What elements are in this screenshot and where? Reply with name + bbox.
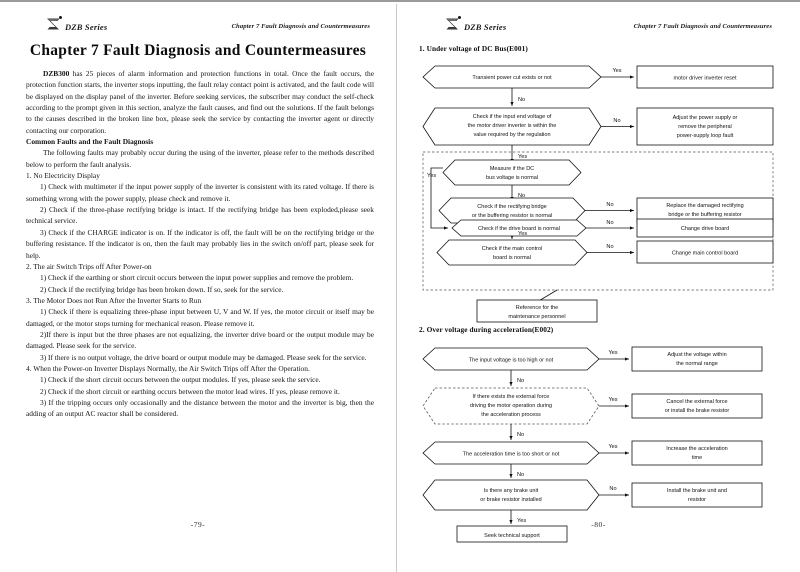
flowchart2-node-end: Seek technical support	[484, 533, 540, 539]
fault-item-para: 1) Check with multimeter if the input power supply of the inverter is consistent with its rated voltage. If there is something wrong with the power supply, please check and remove it.	[26, 182, 374, 203]
flowchart1-node-d1: Transient power cut exists or not	[472, 75, 552, 81]
flowchart1-label-no: No	[606, 202, 614, 208]
flowchart2-node-d1: The input voltage is too high or not	[468, 357, 554, 364]
brand-logo	[46, 17, 107, 31]
flowchart1-node-a2: remove the peripheral	[678, 124, 732, 130]
fault-item-heading: 1. No Electricity Display	[26, 171, 100, 181]
flowchart2-node-a2: Cancel the external force	[666, 399, 728, 405]
left-page-body	[26, 68, 374, 420]
flowchart1-node-a2: Adjust the power supply or	[672, 115, 738, 121]
flowchart1-node-a6: Change main control board	[671, 250, 739, 257]
flowchart2-node-a3: Increase the acceleration	[666, 446, 728, 452]
fault-item-para: 3) If there is no output voltage, the drive board or output module may be damaged. Please seek for the service.	[40, 352, 367, 362]
flowchart1-node-a1: motor driver inverter reset	[673, 75, 737, 82]
fault-item-heading: 3. The Motor Does not Run After the Inverter Starts to Run	[26, 295, 202, 305]
flowchart1-label-no: No	[518, 97, 526, 103]
flowchart1-node-a2: power-supply loop fault	[676, 133, 734, 139]
flowchart2-node-d4: Is there any brake unit	[483, 488, 539, 494]
flowchart2-label-yes: Yes	[517, 518, 527, 524]
registered-mark-icon	[59, 16, 62, 19]
flowchart1-node-d6: Check if the main control	[481, 246, 543, 252]
flowchart1-label-yes: Yes	[518, 154, 528, 160]
flowchart1-node-d2: Check if the input end voltage of	[472, 114, 552, 120]
left-page	[0, 4, 396, 572]
flowchart2-label-yes: Yes	[608, 397, 618, 403]
intro-rest: has 25 pieces of alarm information and protection functions in total. Once the fault occurs, the protection function starts, the inverter stops inputting, the fault relay contact point is activated, and the fault code will be displayed on the display panel of the inverter. Before seeking services, the subscriber may conduct the self-check according to the prompt given in this section, analyze the fault causes, and find out the solutions. If the fault belongs to the causes described in the broken line box, please seek the service by contacting the inverter agent or directly contacting our corporation.	[26, 69, 374, 135]
fault-item-heading: 2. The air Switch Trips off After Power-on	[26, 261, 152, 271]
left-page-header	[0, 17, 396, 33]
flowchart1-note: Reference for the	[515, 305, 559, 311]
flowchart1-label-yes: Yes	[518, 231, 528, 237]
flowchart1-node-d4: or the buffering resistor is normal	[471, 213, 553, 219]
intro-lead: DZB300	[43, 69, 70, 78]
fault-item-heading: 4. When the Power-on Inverter Displays Normally, the Air Switch Trips off After the Operation.	[26, 363, 310, 373]
flowchart2-label-no: No	[609, 486, 617, 492]
flowchart2-label-yes: Yes	[608, 444, 618, 450]
right-page-header	[397, 17, 800, 33]
flowchart1-label-yes: Yes	[612, 68, 622, 74]
header-chapter-ref: Chapter 7 Fault Diagnosis and Countermeasures	[231, 23, 370, 31]
fault-item-para: 2) Check if the short circuit or earthing occurs between the motor lead wires. If yes, please remove it.	[40, 386, 340, 396]
brand-name: DZB Series	[464, 21, 507, 32]
section-heading: Common Faults and the Fault Diagnosis	[26, 137, 154, 147]
flowchart1-label-yes: Yes	[427, 173, 437, 179]
flowchart1-node-d3: Measure if the DC	[489, 166, 535, 172]
flowchart2-label-no: No	[517, 472, 525, 478]
flowchart2-node-d2: If there exists the external force	[472, 394, 550, 400]
flowchart1-label-no: No	[613, 118, 621, 124]
flowchart1-node-d5: Check if the drive board is normal	[478, 226, 560, 232]
registered-mark-icon	[458, 16, 461, 19]
flowchart2-label-no: No	[517, 432, 525, 438]
fault-item-para: 1) Check if the earthing or short circuit occurs between the input power supplies and remove the problem.	[40, 273, 354, 283]
flowchart2-node-d4: or brake resistor installed	[480, 497, 542, 503]
flowchart1-node-a4: Replace the damaged rectifying	[666, 203, 744, 209]
flowchart2-node-a2: or install the brake resistor	[664, 408, 730, 414]
flowchart2-title: 2. Over voltage during acceleration(E002)	[419, 325, 554, 334]
flowchart2-node-a4: resistor	[687, 497, 707, 503]
page-number: -80-	[591, 520, 606, 529]
flowchart2-node-d3: The acceleration time is too short or not	[462, 451, 560, 458]
flowchart2-label-yes: Yes	[608, 350, 618, 356]
flowchart1-note: maintenance personnel	[508, 314, 566, 320]
section-intro: The following faults may probably occur during the using of the inverter, please refer to the methods described below to perform the fault analysis.	[26, 148, 374, 169]
flowchart1-title: 1. Under voltage of DC Bus(E001)	[419, 44, 528, 53]
flowchart-undervoltage-dc-bus	[397, 60, 800, 320]
fault-item-para: 1) Check if the short circuit occurs between the output modules. If yes, please seek the service.	[40, 375, 321, 385]
flowchart1-node-a5: Change drive board	[680, 226, 730, 232]
fault-item-para: 3) Check if the CHARGE indicator is on. If the indicator is off, the fault will be on the rectifying bridge or the buffering resistance. If the indicator is on, then the fault may probably lies in the switch on/off part, please seek for help.	[26, 227, 374, 260]
flowchart2-node-d2: the acceleration process	[481, 412, 541, 418]
brand-name: DZB Series	[65, 21, 108, 32]
page-number: -79-	[190, 520, 206, 529]
brand-logo	[445, 17, 506, 31]
flowchart1-label-no: No	[606, 244, 614, 250]
flowchart1-node-d6: board is normal	[493, 255, 531, 261]
flowchart2-node-a1: Adjust the voltage within	[667, 352, 727, 358]
flowchart1-label-no: No	[606, 220, 614, 226]
dzb-z-logo-icon	[46, 17, 61, 31]
fault-item-para: 2) Check if the rectifying bridge has been broken down. If so, seek for the service.	[40, 284, 284, 294]
flowchart1-node-d2: value required by the regulation	[473, 132, 551, 138]
header-chapter-ref: Chapter 7 Fault Diagnosis and Countermeasures	[633, 23, 772, 31]
flowchart2-node-a3: time	[691, 455, 703, 461]
flowchart1-label-no: No	[518, 193, 526, 199]
fault-item-para: 1) Check if there is equalizing three-phase input between U, V and W. If yes, the motor circuit or itself may be damaged, or the motor stops turning for mechanical reason. Please remove it.	[26, 307, 374, 328]
page-title: Chapter 7 Fault Diagnosis and Countermeasures	[29, 42, 367, 59]
flowchart1-node-d2: the motor driver inverter is within the	[467, 123, 557, 129]
fault-item-para: 2)If there is input but the three phases are not equalizing, the inverter drive board or the output module may be damaged. Please seek for the service.	[26, 329, 374, 351]
flowchart2-label-no: No	[517, 378, 525, 384]
flowchart2-node-a4: Install the brake unit and	[667, 488, 727, 494]
fault-item-para: 2) Check if the three-phase rectifying bridge is intact. If the rectifying bridge has been exploded,please seek technical service.	[26, 205, 374, 226]
flowchart1-node-a4: bridge or the buffering resistor	[668, 212, 742, 218]
right-page	[397, 4, 800, 572]
intro-paragraph	[26, 68, 374, 136]
flowchart1-node-d4: Check if the rectifying bridge	[477, 204, 547, 210]
flowchart1-node-d3: bus voltage is normal	[486, 175, 538, 181]
fault-item-para: 3) If the tripping occurs only occasionally and the distance between the motor and the inverter is big, then the adding of an output AC reactor shall be considered.	[26, 397, 374, 419]
flowchart2-node-d2: driving the motor operation during	[469, 403, 553, 409]
flowchart2-node-a1: the normal range	[676, 361, 718, 367]
dzb-z-logo-icon	[445, 17, 460, 31]
